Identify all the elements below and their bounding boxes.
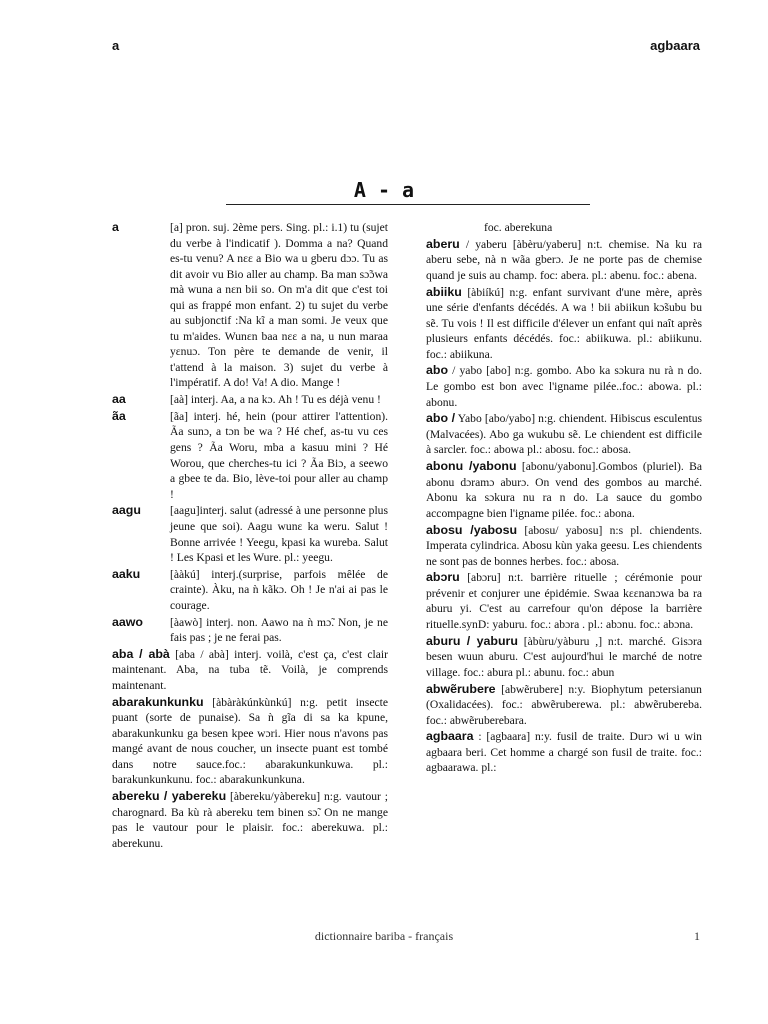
- entry-headword: abwẽrubere: [426, 681, 496, 696]
- dictionary-entry: [112, 615, 388, 646]
- entry-headword: abarakunkunku: [112, 694, 204, 709]
- dictionary-entry: [426, 634, 702, 681]
- entry-headword: abosu /yabosu: [426, 522, 518, 537]
- entry-headword: abo: [426, 363, 449, 378]
- entry-text: [aagu]interj. salut (adressé à une personne plus jeune que soi). Aagu wunɛ ka weru. Salut ! Bonne arrivée ! Yeegu, kpasi ka wureba. Salut ! Les Kpasi et les Wure. pl.: yeegu.: [170, 504, 388, 565]
- entry-text: [abosu/ yabosu] n:s pl. chiendents. Imperata cylindrica. Abosu kùn yaka geesu. Les chiendents ne sont pas de bonnes herbes. foc.: abosa.: [426, 523, 702, 568]
- entry-text: : [agbaara] n:y. fusil de traite. Durɔ wi u win agbaara beri. Cet homme a chargé son fusil de traite. foc.: agbaarawa. pl.:: [426, 730, 702, 775]
- entry-text: Yabo [abo/yabo] n:g. chiendent. Hibiscus esculentus (Malvacées). Abo ga wukubu sẽ. Le chiendent est difficile à sarcler. foc.: abowa pl.: abosu. foc.: abosa.: [426, 412, 703, 457]
- entry-headword: abereku / yabereku: [112, 789, 227, 804]
- entry-headword: aba / abà: [112, 646, 170, 661]
- dictionary-entry: [426, 237, 702, 284]
- dictionary-entry: [426, 285, 702, 363]
- dictionary-entry: [112, 567, 388, 614]
- entry-headword: aburu / yaburu: [426, 633, 518, 648]
- dictionary-entry: [426, 411, 702, 458]
- left-column: [112, 220, 388, 853]
- dictionary-entry: [112, 392, 388, 408]
- entry-text: [àbereku/yàbereku] n:g. vautour ; charognard. Ba kù rà abereku tem binen sɔ̃. On ne mange pas le vautour pour le plaisir. foc.: aberekuwa. pl.: aberekunu.: [112, 790, 388, 850]
- dictionary-entry: [426, 729, 702, 776]
- entry-text: [abɔru] n:t. barrière rituelle ; cérémonie pour prévenir et conjurer une épidémie. Swaa kɛɛnanɔwa ba ra aburu yi. C'est au carrefour qu'on dépose la barrière rituelle.synD: yaburu. foc.: abɔra . pl.: abɔnu. foc.: abɔna.: [426, 571, 702, 631]
- entry-headword: aa: [112, 392, 126, 407]
- entry-text: foc. aberekuna: [484, 221, 553, 234]
- dictionary-entry: [112, 409, 388, 502]
- entry-headword: a: [112, 220, 119, 234]
- entry-headword: agbaara: [426, 729, 474, 744]
- dictionary-entry: [112, 503, 388, 565]
- section-title: A - a: [353, 178, 415, 202]
- dictionary-entry: [112, 789, 388, 851]
- dictionary-entry-continuation: [426, 220, 702, 236]
- entry-headword: aawo: [112, 614, 143, 629]
- entry-text: [àbàràkúnkùnkú] n:g. petit insecte puant (sorte de punaise). Sa ǹ gĩa di sa ka kpune, abarakunkunku ga besen kpee wɔri. Hier nous n'avons pas mangé avant de nous coucher, un insecte puant est tombé dans notre sauce.foc.: abarakunkunkuwa. pl.: barakunkunkunu. foc.: abarakunkunkuna.: [112, 695, 388, 787]
- entry-text: [abwẽrubere] n:y. Biophytum petersianun (Oxalidacées). foc.: abwẽruberewa. pl.: abwẽrubereba. foc.: abwẽruberebara.: [426, 682, 702, 727]
- entry-text: [a] pron. suj. 2ème pers. Sing. pl.: i.1) tu (sujet du verbe à l'indicatif ). Domma a na? Quand es-tu venu? A nɛɛ a Bio wa u gberu dɔɔ. Tu as dit avoir vu Bio aller au champ. Ba man sɔ̃ɔwa mà wuna a nɛn bii so. On m'a dit que c'est toi qui as frappé mon enfant. 2) tu sujet du verbe au subjonctif :Na kĩ a man somi. Je veux que tu m'aides. Wunɛn baa nɛɛ a na, u nun maraa yɛnuɔ. Ton père te demande de venir, il t'attend à la maison. 3) sujet du verbe à l'impératif. A do! Va! A dio. Mange !: [170, 221, 388, 390]
- entry-text: [àbiíkú] n:g. enfant survivant d'une mère, après une série d'enfants décédés. A wa ! bii abiikun kɔ̃subu bu sẽ. Tu vois ! Il est difficile d'élever un enfant qui naît après plusieurs enfants décédés. foc.: abiikuwa. pl.: abiikunu. foc.: abiikuna.: [426, 285, 702, 361]
- running-header-left: a: [112, 38, 120, 53]
- entry-text: [ãa] interj. hé, hein (pour attirer l'attention). Ãa sunɔ, a tɔn be wa ? Hé chef, as-tu vu ces gens ? Ãa Woru, mba a kasuu mini ? Hé Worou, que cherches-tu ici ? Ãa Biɔ, a seewo a gbee te da. Bio, lève-toi pour aller au champ !: [170, 409, 388, 501]
- entry-headword: aaku: [112, 566, 141, 581]
- dictionary-entry: [426, 363, 702, 410]
- footer-text: dictionnaire bariba - français: [314, 929, 454, 943]
- dictionary-entry: [112, 220, 388, 391]
- entry-headword: aagu: [112, 503, 141, 518]
- entry-headword: abiiku: [426, 284, 462, 299]
- entry-headword: abɔru: [426, 570, 460, 585]
- title-rule: [226, 204, 590, 205]
- entry-text: [aba / abà] interj. voilà, c'est ça, c'est clair maintenant. Aba, na tuba tẽ. Voilà, je comprends maintenant.: [112, 647, 388, 692]
- entry-text: / yaberu [àbèru/yaberu] n:t. chemise. Na ku ra aberu sebe, nà n wãa gberɔ. Je ne porte pas de chemise quand je suis au champ. foc: abera. pl.: abenu. foc.: abena.: [426, 237, 702, 282]
- entry-text: [abonu/yabonu].Gombos (pluriel). Ba abonu dɔramɔ aburɔ. On vend des gombos au marché. Abonu ka sɔkura nu ra n do. La sauce du gombo accompagne bien l'igname pilée. foc.: abona.: [426, 460, 702, 520]
- page-number: 1: [694, 929, 700, 943]
- dictionary-entry: [426, 459, 702, 521]
- entry-text: / yabo [abo] n:g. gombo. Abo ka sɔkura nu rà n do. Le gombo est bon avec l'igname pilée..foc.: abowa. pl.: abonu.: [426, 364, 702, 409]
- entry-headword: ãa: [112, 408, 126, 423]
- dictionary-entry: [426, 682, 702, 729]
- entry-headword: abo /: [426, 411, 456, 426]
- dictionary-entry: [112, 695, 388, 788]
- entry-text: [àbùru/yàburu ,] n:t. marché. Gisɔra besen wuun aburu. C'est aujourd'hui le marché de notre village. foc.: abura pl.: abunu. foc.: abun: [426, 634, 702, 679]
- dictionary-entry: [112, 647, 388, 694]
- entry-headword: aberu: [426, 236, 460, 251]
- dictionary-entry: [426, 523, 702, 570]
- running-header-right: agbaara: [650, 38, 700, 53]
- right-column: [426, 220, 702, 777]
- entry-text: [ààkú] interj.(surprise, parfois mêlée de crainte). Àku, na ǹ kãkɔ. Oh ! Je n'ai ai pas le courage.: [170, 567, 388, 612]
- dictionary-entry: [426, 570, 702, 632]
- entry-text: [àawò] interj. non. Aawo na ǹ mɔ̃. Non, je ne fais pas ; je ne ferai pas.: [170, 615, 388, 645]
- entry-text: [aà] interj. Aa, a na kɔ. Ah ! Tu es déjà venu !: [170, 393, 381, 407]
- entry-headword: abonu /yabonu: [426, 459, 517, 474]
